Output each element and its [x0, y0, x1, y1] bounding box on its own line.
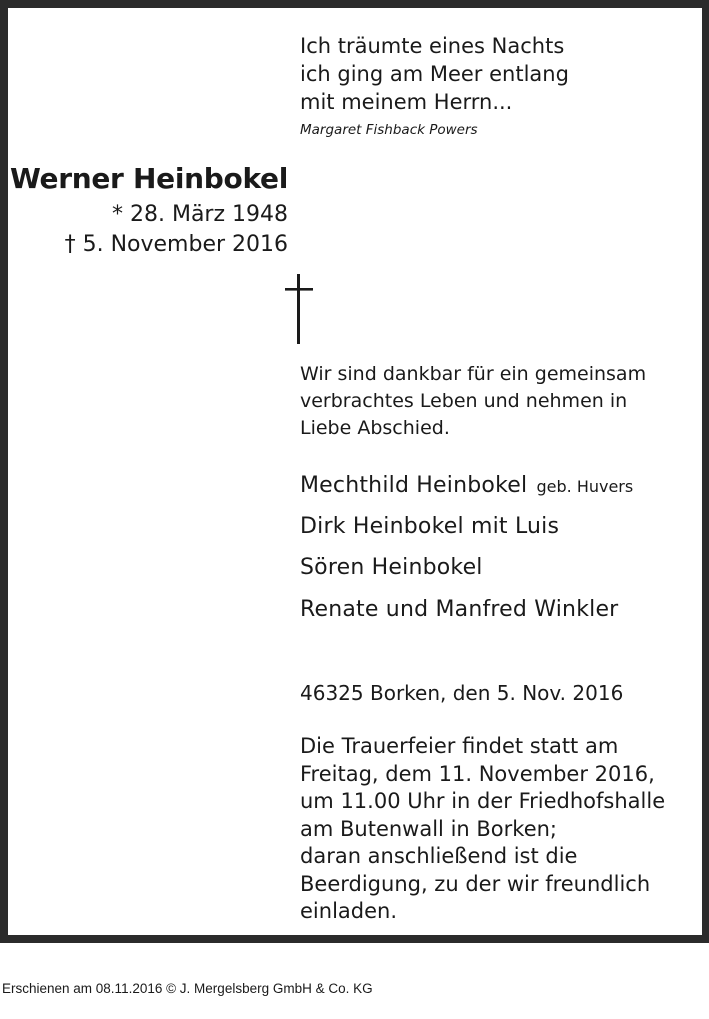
publication-footer: Erschienen am 08.11.2016 © J. Mergelsberg GmbH & Co. KG	[2, 981, 373, 996]
funeral-line: um 11.00 Uhr in der Friedhofshalle	[300, 789, 666, 813]
funeral-details	[300, 733, 665, 926]
family-member	[300, 597, 618, 622]
quote-line: Ich träumte eines Nachts	[300, 34, 565, 58]
funeral-line: Beerdigung, zu der wir freundlich	[300, 871, 651, 896]
message-line: verbrachtes Leben und nehmen in	[300, 390, 628, 412]
family-member	[300, 514, 559, 539]
family-member-name: Renate und Manfred Winkler	[300, 597, 619, 622]
quote-line: ich ging am Meer entlang	[300, 62, 569, 86]
funeral-line: daran anschließend ist die	[300, 844, 578, 868]
funeral-line: Die Trauerfeier findet statt am	[300, 734, 619, 758]
family-member	[300, 555, 483, 580]
message-line: Wir sind dankbar für ein gemeinsam	[300, 363, 647, 385]
quote-author: Margaret Fishback Powers	[300, 122, 478, 138]
quote-text	[300, 32, 569, 116]
farewell-message	[300, 361, 646, 442]
family-member-name: Mechthild Heinbokel	[300, 473, 528, 498]
quote-line: mit meinem Herrn...	[300, 90, 513, 114]
family-member-name: Dirk Heinbokel mit Luis	[300, 514, 560, 539]
funeral-line: am Butenwall in Borken;	[300, 816, 557, 841]
birth-date: * 28. März 1948	[111, 202, 288, 227]
family-member	[300, 473, 633, 498]
family-member-note: geb. Huvers	[536, 477, 634, 496]
message-line: Liebe Abschied.	[300, 417, 450, 439]
cross-icon	[284, 274, 314, 346]
place-and-date: 46325 Borken, den 5. Nov. 2016	[300, 681, 624, 705]
family-member-name: Sören Heinbokel	[300, 555, 483, 580]
deceased-name: Werner Heinbokel	[9, 162, 288, 195]
funeral-line: einladen.	[300, 899, 398, 923]
death-date: † 5. November 2016	[64, 232, 288, 257]
funeral-line: Freitag, dem 11. November 2016,	[300, 761, 655, 786]
